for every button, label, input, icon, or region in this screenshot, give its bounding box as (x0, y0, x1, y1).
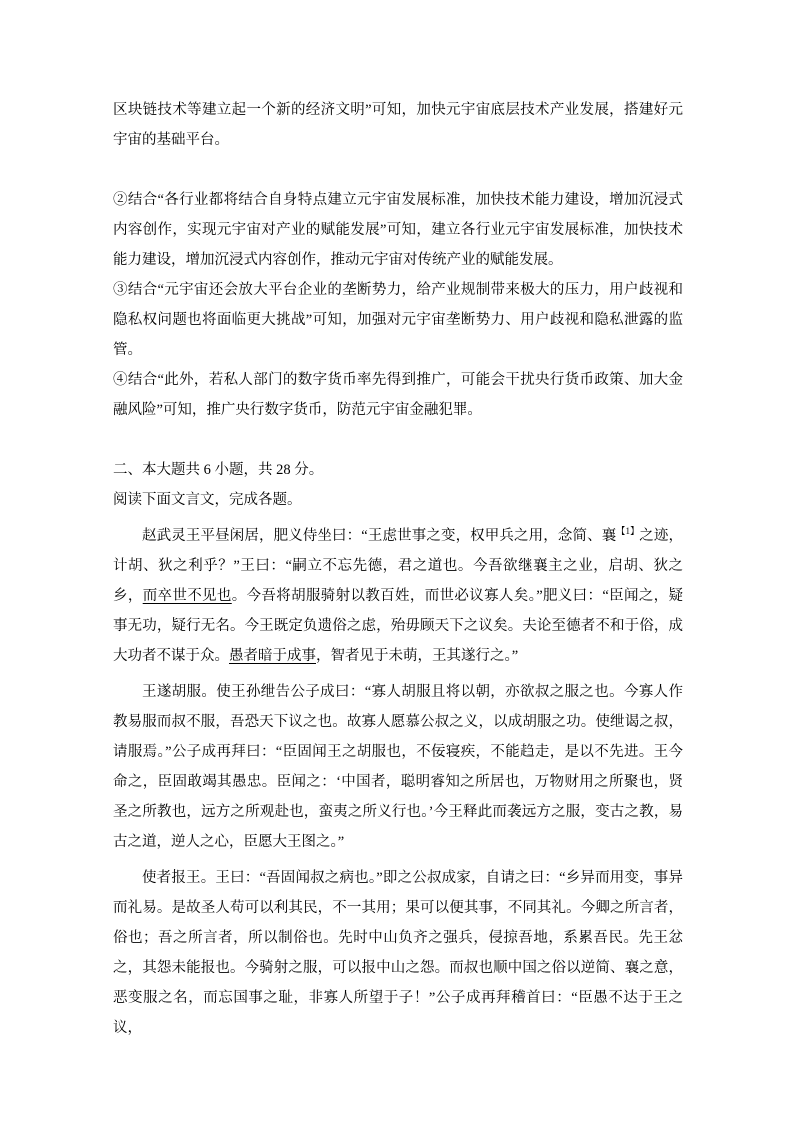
underlined-phrase: 而卒世不见也 (142, 588, 232, 604)
answer-point-1-continuation: 区块链技术等建立起一个新的经济文明”可知，加快元宇宙底层技术产业发展，搭建好元宇宙的基础平台。 (113, 102, 683, 148)
text-segment: 王遂胡服。使王孙绁告公子成曰：“寡人胡服且将以朝，亦欲叔之服之也。今寡人作教易服而叔不服，吾恐天下议之也。故寡人愿慕公叔之义，以成胡服之功。使绁谒之叔，请服焉。”公子成再拜曰：“臣固闻王之胡服也，不佞寝疾，不能趋走，是以不先进。王今命之，臣固敢竭其愚忠。臣闻之：‘中国者，聪明睿知之所居也，万物财用之所聚也，贤圣之所教也，远方之所观赴也，蛮夷之所义行也。’今王释此而袭远方之服，变古之教，易古之道，逆人之心，臣愿大王图之。” (113, 684, 683, 850)
classical-paragraph-1 (113, 521, 683, 671)
underlined-phrase: 愚者暗于成事 (229, 648, 316, 664)
text-segment: 之迹，计胡、狄之利乎？”王曰：“嗣立不忘先德，君之道也。今吾欲继襄主之业，启胡、狄之乡， (113, 528, 683, 604)
answer-point-2: ②结合“各行业都将结合自身特点建立元宇宙发展标准，加快技术能力建设，增加沉浸式内容创作，实现元宇宙对产业的赋能发展”可知，建立各行业元宇宙发展标准，加快技术能力建设，增加沉浸式内容创作，推动元宇宙对传统产业的赋能发展。 (113, 192, 683, 268)
blank-line (113, 425, 683, 455)
document-page (113, 95, 683, 1043)
reading-instruction: 阅读下面文言文，完成各题。 (113, 492, 302, 508)
text-segment: 使者报王。王曰：“吾固闻叔之病也。”即之公叔成家，自请之曰：“乡异而用变，事异而礼易。是故圣人苟可以利其民，不一其用；果可以便其事，不同其礼。今卿之所言者，俗也；吾之所言者，所以制俗也。先时中山负齐之强兵，侵掠吾地，系累吾民。先王忿之，其怨未能报也。今骑射之服，可以报中山之怨。而叔也顺中国之俗以逆简、襄之意，恶变服之名，而忘国事之耻，非寡人所望于子！”公子成再拜稽首曰：“臣愚不达于王之议， (113, 870, 683, 1036)
text-segment: 赵武灵王平昼闲居，肥义侍坐曰：“王虑世事之变，权甲兵之用，念简、襄 (142, 528, 617, 544)
text-segment: 。今吾将胡服骑射以教百姓，而世必议寡人矣。”肥义曰：“臣闻之，疑事无功，疑行无名。今王既定负遗俗之虑，殆毋顾天下之议矣。夫论至德者不和于俗，成大功者不谋于众。 (113, 588, 684, 664)
classical-paragraph-2 (113, 677, 683, 857)
footnote-marker: 【1】 (616, 526, 640, 537)
section-two-heading: 二、本大题共 6 小题，共 28 分。 (113, 462, 324, 478)
text-segment: ，智者见于未萌，王其遂行之。” (316, 648, 519, 664)
classical-paragraph-3 (113, 863, 683, 1043)
answer-point-3: ③结合“元宇宙还会放大平台企业的垄断势力，给产业规制带来极大的压力，用户歧视和隐私权问题也将面临更大挑战”可知，加强对元宇宙垄断势力、用户歧视和隐私泄露的监管。 (113, 282, 683, 358)
blank-line (113, 155, 683, 185)
answer-point-4: ④结合“此外，若私人部门的数字货币率先得到推广，可能会干扰央行货币政策、加大金融风险”可知，推广央行数字货币，防范元宇宙金融犯罪。 (113, 372, 683, 418)
